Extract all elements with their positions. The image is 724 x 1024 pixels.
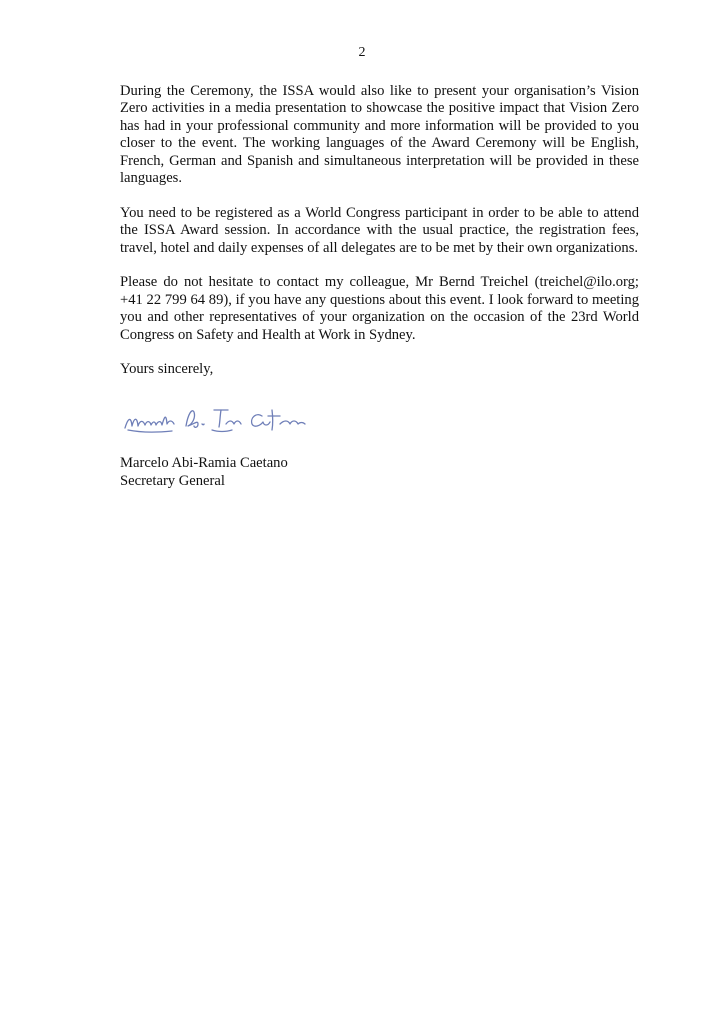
signer-block xyxy=(120,454,639,490)
paragraph-registration: You need to be registered as a World Congress participant in order to be able to attend the ISSA Award session. In accordance with the usual practice, the registration fees, travel, hotel and daily expenses of all delegates are to be met by their own organizations. xyxy=(120,204,639,256)
letter-body xyxy=(120,83,639,490)
signer-title: Secretary General xyxy=(120,472,225,489)
paragraph-ceremony: During the Ceremony, the ISSA would also like to present your organisation’s Vision Zero activities in a media presentation to showcase the positive impact that Vision Zero has had in your professional community and more information will be provided to you closer to the event. The working languages of the Award Ceremony will be English, French, German and Spanish and simultaneous interpretation will be provided in these languages. xyxy=(120,83,639,187)
signer-name: Marcelo Abi-Ramia Caetano xyxy=(120,454,288,471)
page-number: 2 xyxy=(358,45,366,60)
closing-salutation: Yours sincerely, xyxy=(120,361,214,378)
handwritten-signature xyxy=(122,396,310,444)
paragraph-contact: Please do not hesitate to contact my colleague, Mr Bernd Treichel (treichel@ilo.org; +41 22 799 64 89), if you have any questions about this event. I look forward to meeting you and other representatives of your organization on the occasion of the 23rd World Congress on Safety and Health at Work in Sydney. xyxy=(120,274,639,343)
